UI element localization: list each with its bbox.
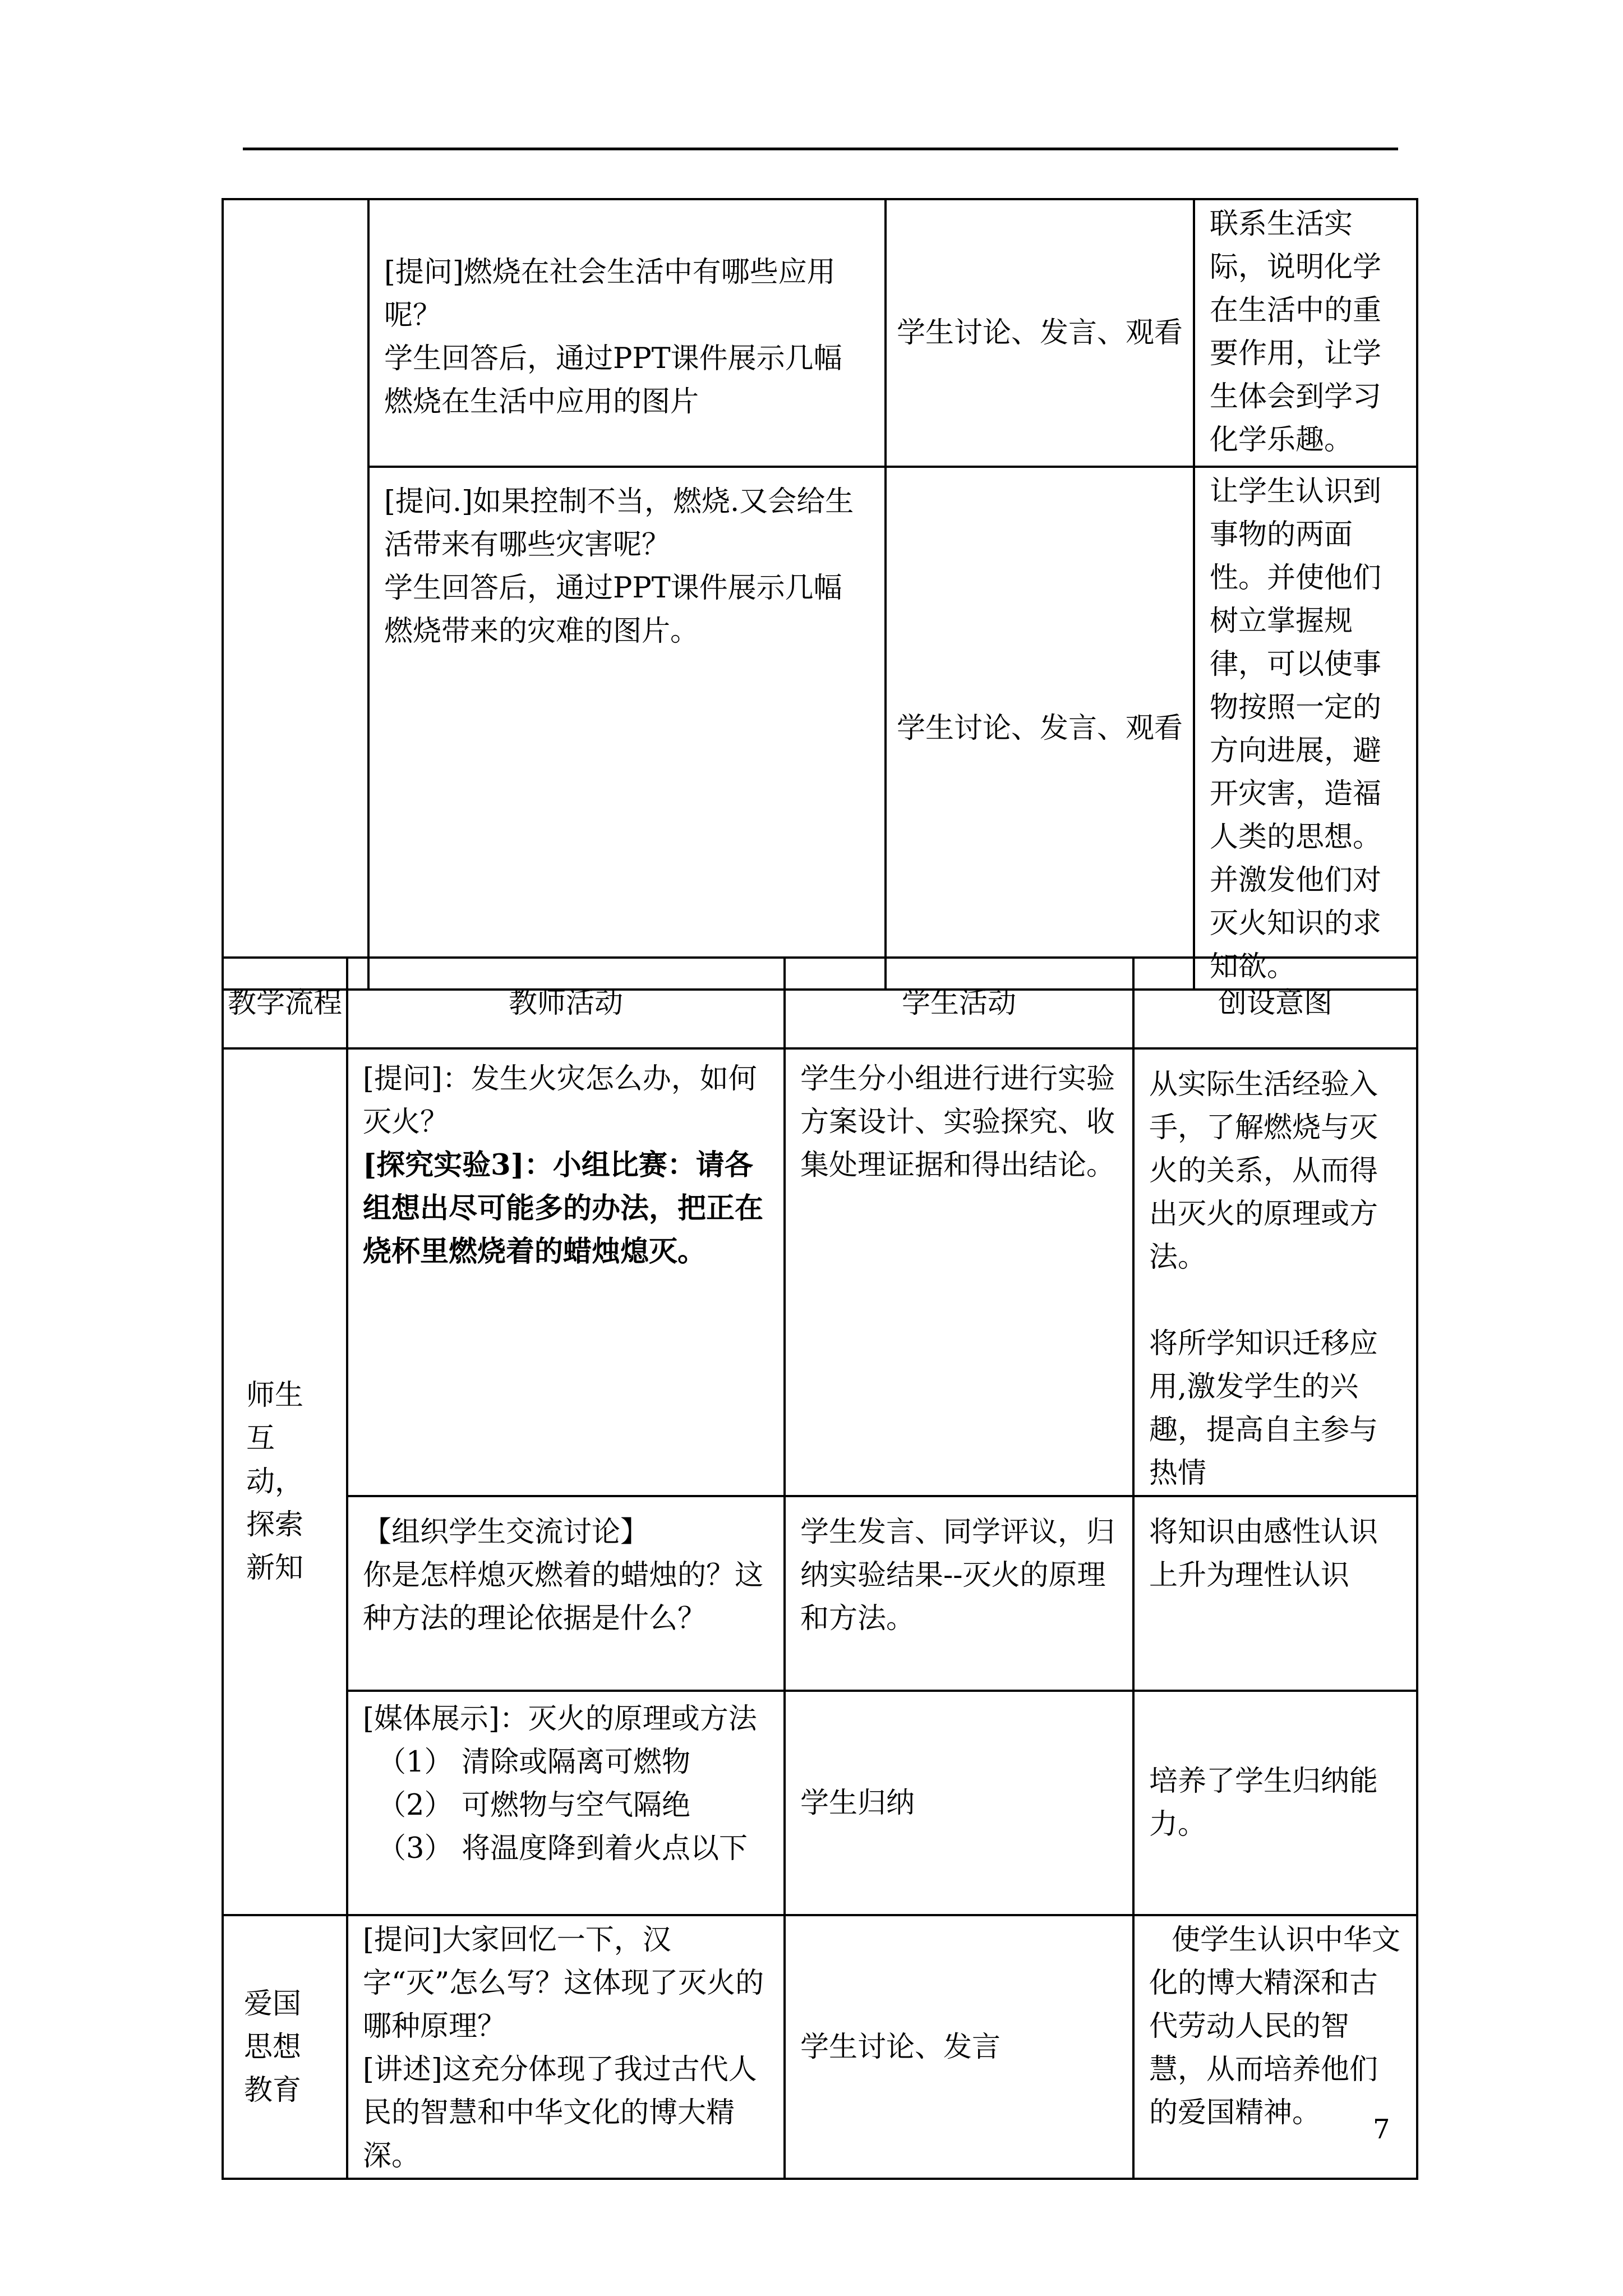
intent-text: 将所学知识迁移应用,激发学生的兴趣，提高自主参与热情	[1149, 1327, 1378, 1490]
teacher-question: [提问]：发生火灾怎么办，如何灭火？	[363, 1062, 757, 1139]
teacher-activity-cell	[347, 1915, 785, 2179]
student-activity-cell	[886, 467, 1194, 990]
student-activity-text: 学生讨论、发言、观看	[896, 711, 1183, 745]
student-activity-cell	[785, 1048, 1133, 1496]
intent-text: 联系生活实际，说明化学在生活中的重要作用，让学生体会到学习化学乐趣。	[1210, 208, 1382, 457]
intent-cell	[1133, 1691, 1417, 1915]
table-row	[223, 1915, 1417, 2179]
stage-cell	[223, 1915, 347, 2179]
student-activity-cell	[785, 1691, 1133, 1915]
stage-label: 爱国思想教育	[244, 1987, 302, 2107]
header-rule	[243, 148, 1398, 150]
student-activity-text: 学生分小组进行进行实验方案设计、实验探究、收集处理证据和得出结论。	[800, 1062, 1115, 1182]
intent-cell	[1133, 1496, 1417, 1691]
student-activity-text: 学生讨论、发言	[800, 2030, 1001, 2064]
lesson-table-continued	[222, 198, 1418, 991]
student-activity-cell	[785, 1496, 1133, 1691]
stage-label: 师生互动，探索新知	[246, 1379, 304, 1585]
header-teacher: 教师活动	[347, 958, 785, 1048]
table-row	[223, 1048, 1417, 1496]
lesson-table	[222, 956, 1418, 2180]
intent-cell	[1133, 1048, 1417, 1496]
table-row	[223, 199, 1417, 467]
intent-text: 从实际生活经验入手，了解燃烧与灭火的关系，从而得出灭火的原理或方法。	[1149, 1068, 1378, 1274]
page-number: 7	[1373, 2114, 1390, 2145]
experiment-text: [探究实验3]：小组比赛：请各组想出尽可能多的办法，把正在烧杯里燃烧着的蜡烛熄灭。	[363, 1148, 764, 1268]
student-activity-cell	[886, 199, 1194, 467]
list-item: （1） 清除或隔离可燃物	[377, 1746, 691, 1779]
stage-cell	[223, 1048, 347, 1915]
student-activity-text: 学生归纳	[800, 1786, 915, 1820]
table-row	[223, 1691, 1417, 1915]
header-stage: 教学流程	[223, 958, 347, 1048]
empty-stage-cell	[223, 199, 368, 990]
teacher-narration: [讲述]这充分体现了我过古代人民的智慧和中华文化的博大精深。	[363, 2053, 757, 2173]
intent-text: 让学生认识到事物的两面性。并使他们树立掌握规律，可以使事物按照一定的方向进展，避开灾害，造福人类的思想。并激发他们对灭火知识的求知欲。	[1210, 475, 1382, 983]
discussion-title: 【组织学生交流讨论】	[363, 1516, 649, 1549]
student-activity-cell	[785, 1915, 1133, 2179]
student-activity-text: 学生讨论、发言、观看	[896, 316, 1183, 349]
teacher-activity-cell	[347, 1496, 785, 1691]
teacher-question: [提问]大家回忆一下，汉字“灭”怎么写？这体现了灭火的哪种原理？	[363, 1924, 764, 2043]
teacher-text: [提问.]如果控制不当，燃烧.又会给生活带来有哪些灾害呢？	[384, 485, 854, 562]
intent-text: 将知识由感性认识上升为理性认识	[1149, 1516, 1378, 1592]
teacher-activity-cell	[347, 1048, 785, 1496]
teacher-text: [提问]燃烧在社会生活中有哪些应用呢？	[384, 255, 836, 332]
header-student: 学生活动	[785, 958, 1133, 1048]
teacher-activity-cell	[347, 1691, 785, 1915]
teacher-activity-cell	[368, 199, 886, 467]
list-item: （2） 可燃物与空气隔绝	[377, 1789, 691, 1822]
table-row	[223, 1496, 1417, 1691]
teacher-text: 你是怎样熄灭燃着的蜡烛的？这种方法的理论依据是什么？	[363, 1559, 764, 1635]
table-row	[223, 467, 1417, 990]
teacher-text: 学生回答后，通过PPT课件展示几幅燃烧在生活中应用的图片	[384, 342, 842, 418]
intent-cell	[1194, 199, 1417, 467]
list-item: （3） 将温度降到着火点以下	[377, 1832, 748, 1865]
intent-cell	[1194, 467, 1417, 990]
student-activity-text: 学生发言、同学评议，归纳实验结果--灭火的原理和方法。	[800, 1516, 1115, 1635]
teacher-activity-cell	[368, 467, 886, 990]
teacher-text: 学生回答后，通过PPT课件展示几幅燃烧带来的灾难的图片。	[384, 572, 842, 648]
header-intent: 创设意图	[1133, 958, 1417, 1048]
intent-text: 培养了学生归纳能力。	[1149, 1765, 1378, 1841]
header-row	[223, 958, 1417, 1048]
media-title: [媒体展示]：灭火的原理或方法	[363, 1703, 757, 1736]
intent-text: 使学生认识中华文化的博大精深和古代劳动人民的智慧，从而培养他们的爱国精神。	[1149, 1924, 1401, 2129]
